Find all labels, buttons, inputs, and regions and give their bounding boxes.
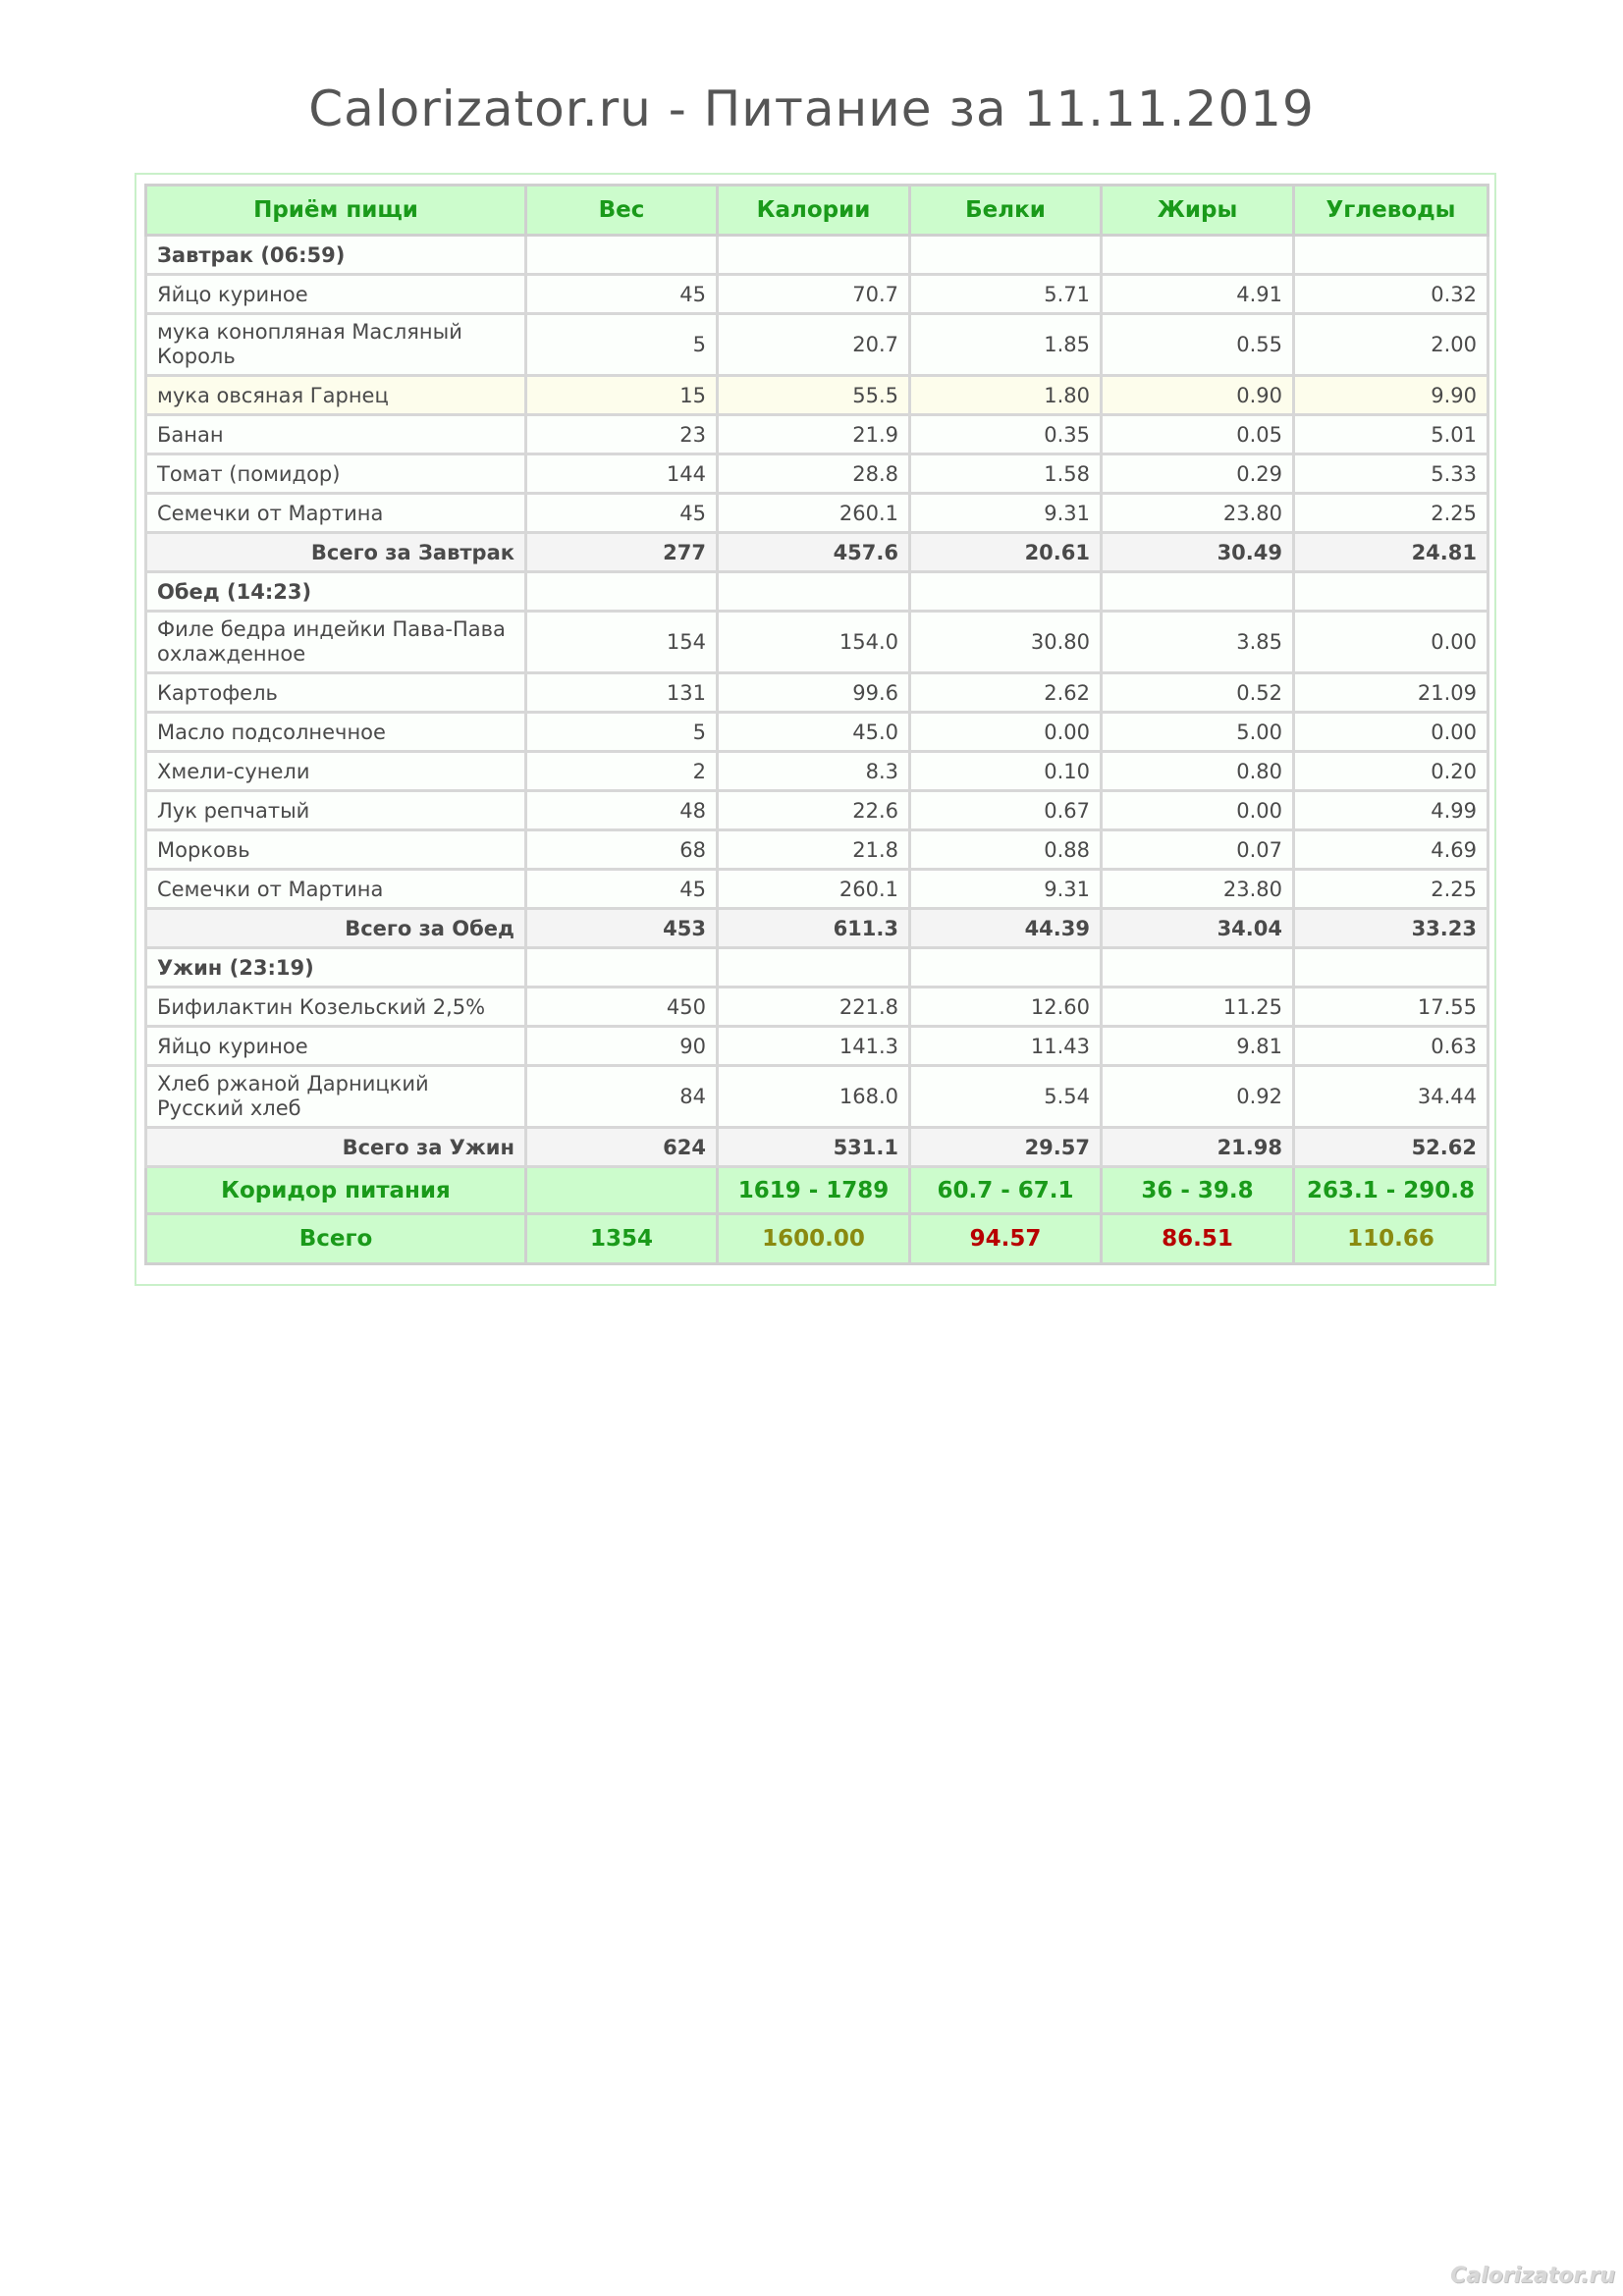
carbs-cell: 5.01 [1294,415,1488,454]
grand-total-row [146,1214,1488,1264]
calories-cell: 611.3 [718,909,910,948]
table-row [146,673,1488,713]
fat-cell: 0.90 [1102,376,1294,415]
watermark-logo: Calorizator.ru [1450,2264,1615,2288]
table-row [146,494,1488,533]
fat-cell: 0.92 [1102,1066,1294,1128]
calories-cell: 154.0 [718,612,910,673]
weight-cell: 84 [526,1066,718,1128]
food-name: мука конопляная Масляный Король [146,314,526,376]
table-header-row [146,186,1488,236]
total-carbs: 110.66 [1294,1214,1488,1264]
weight-cell: 2 [526,752,718,791]
food-name: Картофель [146,673,526,713]
food-name: Морковь [146,830,526,870]
protein-cell: 30.80 [910,612,1102,673]
calories-cell: 28.8 [718,454,910,494]
fat-cell: 0.52 [1102,673,1294,713]
carbs-cell: 21.09 [1294,673,1488,713]
carbs-cell: 0.32 [1294,275,1488,314]
subtotal-label: Всего за Обед [146,909,526,948]
protein-cell: 9.31 [910,870,1102,909]
total-protein: 94.57 [910,1214,1102,1264]
calories-cell: 141.3 [718,1027,910,1066]
protein-range: 60.7 - 67.1 [910,1167,1102,1214]
calories-cell: 531.1 [718,1128,910,1167]
table-row [146,454,1488,494]
fat-cell: 11.25 [1102,988,1294,1027]
fat-cell: 5.00 [1102,713,1294,752]
protein-cell: 0.00 [910,713,1102,752]
carbs-cell: 2.25 [1294,870,1488,909]
table-row [146,275,1488,314]
food-name: Лук репчатый [146,791,526,830]
fat-cell: 23.80 [1102,494,1294,533]
calories-cell: 260.1 [718,870,910,909]
nutrition-corridor-row [146,1167,1488,1214]
fat-cell: 0.05 [1102,415,1294,454]
protein-cell: 1.85 [910,314,1102,376]
weight-cell: 154 [526,612,718,673]
calories-cell: 168.0 [718,1066,910,1128]
fat-cell: 0.00 [1102,791,1294,830]
page-title: Calorizator.ru - Питание за 11.11.2019 [308,80,1315,137]
table-row [146,415,1488,454]
meal-section-header [146,572,1488,612]
fat-cell: 34.04 [1102,909,1294,948]
calories-cell: 457.6 [718,533,910,572]
weight-cell: 23 [526,415,718,454]
weight-cell: 48 [526,791,718,830]
meal-title: Завтрак (06:59) [146,236,526,275]
food-name: Бифилактин Козельский 2,5% [146,988,526,1027]
meal-title: Ужин (23:19) [146,948,526,988]
table-row [146,376,1488,415]
column-header-carbs: Углеводы [1294,186,1488,236]
protein-cell: 9.31 [910,494,1102,533]
table-row [146,314,1488,376]
weight-cell: 277 [526,533,718,572]
protein-cell: 11.43 [910,1027,1102,1066]
weight-cell: 5 [526,713,718,752]
calories-cell: 45.0 [718,713,910,752]
nutrition-table [144,184,1489,1265]
weight-cell: 131 [526,673,718,713]
carbs-cell: 2.25 [1294,494,1488,533]
fat-cell: 0.55 [1102,314,1294,376]
column-header-fat: Жиры [1102,186,1294,236]
food-name: Банан [146,415,526,454]
total-calories: 1600.00 [718,1214,910,1264]
grand-total-label: Всего [146,1214,526,1264]
table-row [146,612,1488,673]
protein-cell: 1.58 [910,454,1102,494]
meal-subtotal-row [146,909,1488,948]
carbs-cell: 34.44 [1294,1066,1488,1128]
protein-cell: 1.80 [910,376,1102,415]
table-row [146,1027,1488,1066]
food-name: Хмели-сунели [146,752,526,791]
food-name: Филе бедра индейки Пава-Пава охлажденное [146,612,526,673]
food-name: Семечки от Мартина [146,870,526,909]
food-name: Яйцо куриное [146,1027,526,1066]
weight-cell: 68 [526,830,718,870]
protein-cell: 5.71 [910,275,1102,314]
meal-title: Обед (14:23) [146,572,526,612]
fat-cell: 4.91 [1102,275,1294,314]
meal-section-header [146,236,1488,275]
meal-section-header [146,948,1488,988]
fat-cell: 21.98 [1102,1128,1294,1167]
calories-cell: 55.5 [718,376,910,415]
weight-cell: 45 [526,870,718,909]
corridor-label: Коридор питания [146,1167,526,1214]
fat-cell: 0.29 [1102,454,1294,494]
food-name: Семечки от Мартина [146,494,526,533]
total-weight: 1354 [526,1214,718,1264]
column-header-weight: Вес [526,186,718,236]
table-row [146,870,1488,909]
weight-cell: 45 [526,494,718,533]
subtotal-label: Всего за Ужин [146,1128,526,1167]
table-row [146,752,1488,791]
meal-subtotal-row [146,533,1488,572]
weight-cell: 90 [526,1027,718,1066]
carbs-cell: 5.33 [1294,454,1488,494]
carbs-cell: 2.00 [1294,314,1488,376]
carbs-cell: 17.55 [1294,988,1488,1027]
food-name: Яйцо куриное [146,275,526,314]
fat-range: 36 - 39.8 [1102,1167,1294,1214]
fat-cell: 9.81 [1102,1027,1294,1066]
weight-cell: 144 [526,454,718,494]
carbs-cell: 33.23 [1294,909,1488,948]
protein-cell: 2.62 [910,673,1102,713]
carbs-range: 263.1 - 290.8 [1294,1167,1488,1214]
table-row [146,1066,1488,1128]
carbs-cell: 0.63 [1294,1027,1488,1066]
total-fat: 86.51 [1102,1214,1294,1264]
protein-cell: 5.54 [910,1066,1102,1128]
calories-cell: 21.8 [718,830,910,870]
fat-cell: 23.80 [1102,870,1294,909]
weight-cell: 624 [526,1128,718,1167]
table-row [146,713,1488,752]
protein-cell: 0.88 [910,830,1102,870]
subtotal-label: Всего за Завтрак [146,533,526,572]
fat-cell: 0.80 [1102,752,1294,791]
protein-cell: 0.35 [910,415,1102,454]
protein-cell: 12.60 [910,988,1102,1027]
weight-cell: 15 [526,376,718,415]
protein-cell: 44.39 [910,909,1102,948]
calories-cell: 8.3 [718,752,910,791]
calories-cell: 20.7 [718,314,910,376]
column-header-calories: Калории [718,186,910,236]
food-name: мука овсяная Гарнец [146,376,526,415]
weight-cell: 450 [526,988,718,1027]
table-row [146,830,1488,870]
fat-cell: 0.07 [1102,830,1294,870]
food-name: Томат (помидор) [146,454,526,494]
calories-cell: 221.8 [718,988,910,1027]
calories-range: 1619 - 1789 [718,1167,910,1214]
carbs-cell: 9.90 [1294,376,1488,415]
carbs-cell: 4.69 [1294,830,1488,870]
weight-cell: 453 [526,909,718,948]
protein-cell: 29.57 [910,1128,1102,1167]
food-name: Хлеб ржаной Дарницкий Русский хлеб [146,1066,526,1128]
calories-cell: 99.6 [718,673,910,713]
protein-cell: 0.10 [910,752,1102,791]
food-name: Масло подсолнечное [146,713,526,752]
carbs-cell: 4.99 [1294,791,1488,830]
weight-cell [526,1167,718,1214]
weight-cell: 5 [526,314,718,376]
carbs-cell: 0.20 [1294,752,1488,791]
carbs-cell: 0.00 [1294,612,1488,673]
protein-cell: 20.61 [910,533,1102,572]
meal-subtotal-row [146,1128,1488,1167]
calories-cell: 260.1 [718,494,910,533]
calories-cell: 21.9 [718,415,910,454]
carbs-cell: 24.81 [1294,533,1488,572]
carbs-cell: 0.00 [1294,713,1488,752]
fat-cell: 3.85 [1102,612,1294,673]
table-row [146,791,1488,830]
table-row [146,988,1488,1027]
carbs-cell: 52.62 [1294,1128,1488,1167]
calories-cell: 70.7 [718,275,910,314]
protein-cell: 0.67 [910,791,1102,830]
column-header-protein: Белки [910,186,1102,236]
column-header-meal: Приём пищи [146,186,526,236]
calories-cell: 22.6 [718,791,910,830]
fat-cell: 30.49 [1102,533,1294,572]
weight-cell: 45 [526,275,718,314]
